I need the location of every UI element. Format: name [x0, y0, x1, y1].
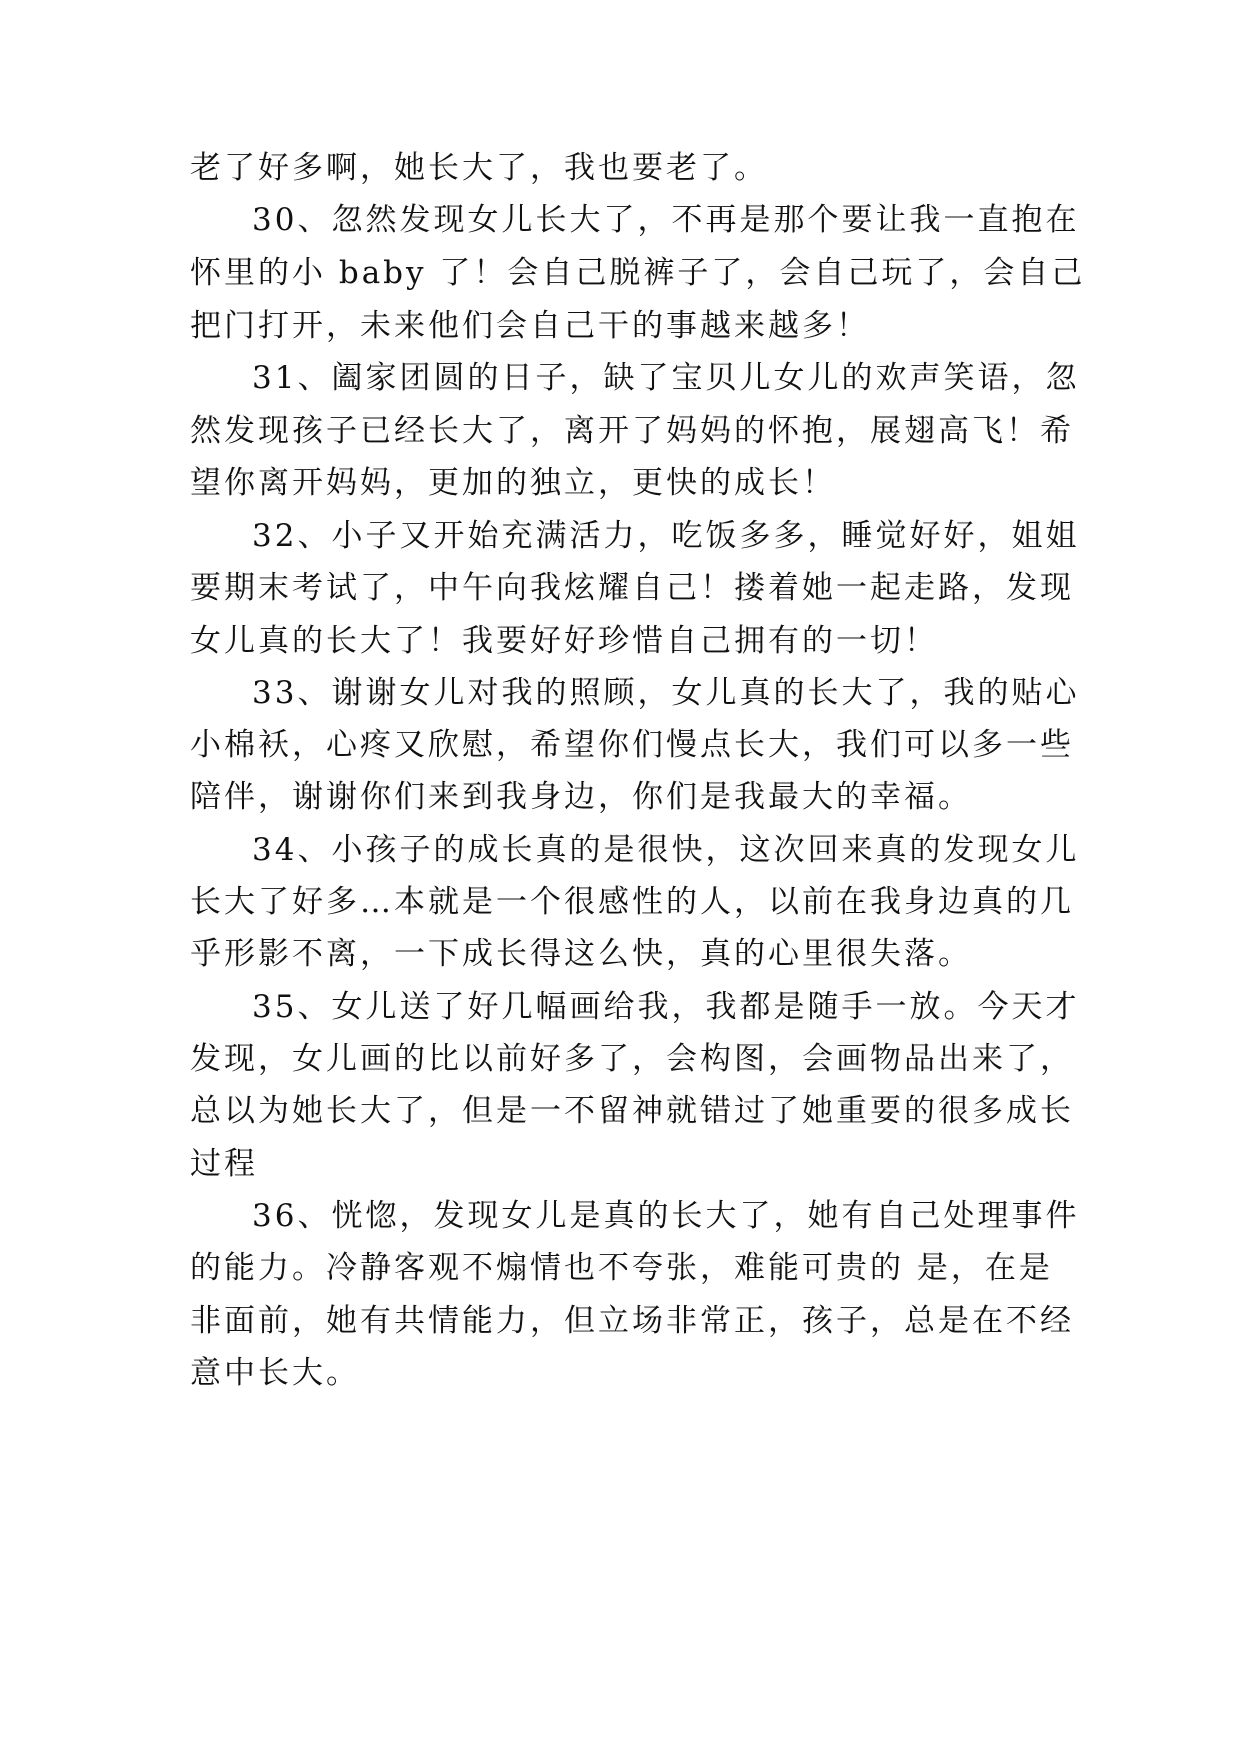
paragraph-30-line-1: 30、忽然发现女儿长大了，不再是那个要让我一直抱在: [252, 202, 1080, 238]
paragraph-36-line-3: 非面前，她有共情能力，但立场非常正，孩子，总是在不经: [190, 1303, 1074, 1339]
paragraph-34-line-2: 长大了好多…本就是一个很感性的人，以前在我身边真的几: [190, 884, 1074, 920]
paragraph-36-line-4: 意中长大。: [190, 1355, 360, 1391]
paragraph-35-line-1: 35、女儿送了好几幅画给我，我都是随手一放。今天才: [252, 989, 1080, 1025]
paragraph-35-line-3: 总以为她长大了，但是一不留神就错过了她重要的很多成长: [190, 1093, 1074, 1129]
paragraph-31-line-1: 31、阖家团圆的日子，缺了宝贝儿女儿的欢声笑语，忽: [252, 360, 1080, 396]
paragraph-30-line-2: 怀里的小 baby 了！会自己脱裤子了，会自己玩了，会自己: [190, 255, 1086, 291]
paragraph-35-line-4: 过程: [190, 1146, 258, 1182]
paragraph-30-line-3: 把门打开，未来他们会自己干的事越来越多！: [190, 308, 870, 344]
paragraph-33-line-3: 陪伴，谢谢你们来到我身边，你们是我最大的幸福。: [190, 779, 972, 815]
paragraph-32-line-1: 32、小子又开始充满活力，吃饭多多，睡觉好好，姐姐: [252, 518, 1080, 554]
paragraph-36-line-1: 36、恍惚，发现女儿是真的长大了，她有自己处理事件: [252, 1198, 1080, 1234]
paragraph-35-line-2: 发现，女儿画的比以前好多了，会构图，会画物品出来了，: [190, 1041, 1074, 1077]
paragraph-34-line-1: 34、小孩子的成长真的是很快，这次回来真的发现女儿: [252, 832, 1080, 868]
paragraph-31-line-3: 望你离开妈妈，更加的独立，更快的成长！: [190, 465, 836, 501]
paragraph-32-line-2: 要期末考试了，中午向我炫耀自己！搂着她一起走路，发现: [190, 570, 1074, 606]
paragraph-31-line-2: 然发现孩子已经长大了，离开了妈妈的怀抱，展翅高飞！希: [190, 413, 1074, 449]
paragraph-34-line-3: 乎形影不离，一下成长得这么快，真的心里很失落。: [190, 936, 972, 972]
paragraph-33-line-2: 小棉袄，心疼又欣慰，希望你们慢点长大，我们可以多一些: [190, 727, 1074, 763]
text-line: 老了好多啊，她长大了，我也要老了。: [190, 150, 768, 186]
paragraph-32-line-3: 女儿真的长大了！我要好好珍惜自己拥有的一切！: [190, 623, 938, 659]
paragraph-36-line-2: 的能力。冷静客观不煽情也不夸张，难能可贵的 是，在是: [190, 1250, 1053, 1286]
paragraph-33-line-1: 33、谢谢女儿对我的照顾，女儿真的长大了，我的贴心: [252, 675, 1080, 711]
